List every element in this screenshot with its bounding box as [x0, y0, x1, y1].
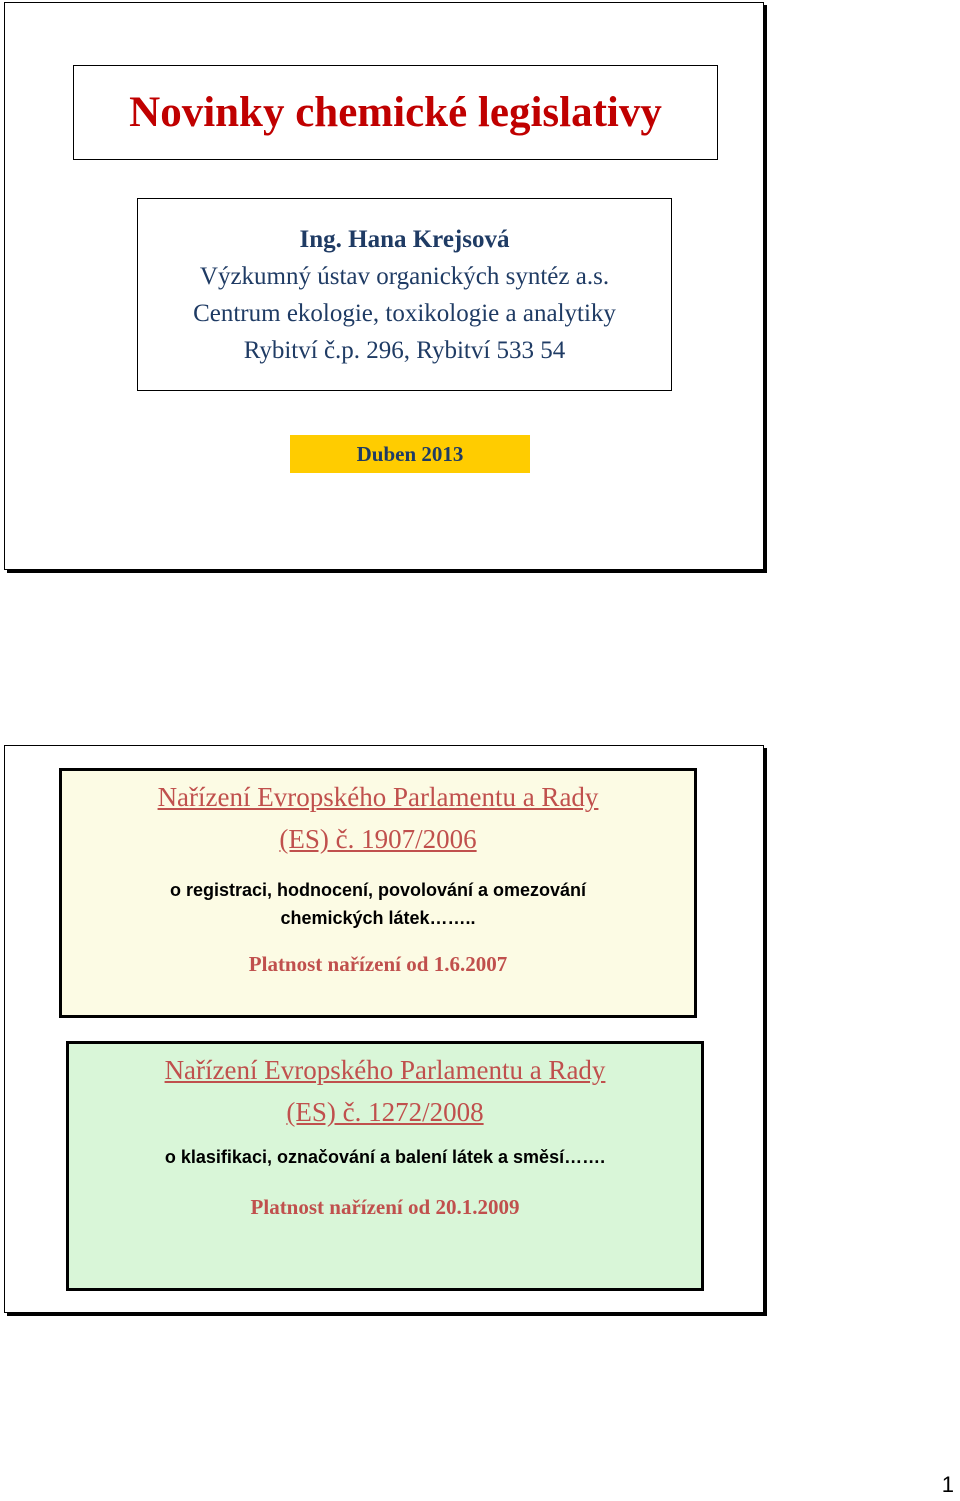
regulation-title-line-2: (ES) č. 1907/2006: [279, 824, 477, 854]
regulation-description-line-1: o klasifikaci, označování a balení látek a směsí…….: [164, 1147, 606, 1167]
slide-2: [4, 745, 764, 1313]
author-name: Ing. Hana Krejsová: [299, 225, 510, 253]
regulation-description: [69, 1143, 701, 1171]
date-badge: Duben 2013: [290, 435, 530, 473]
regulation-box-reach: [59, 768, 697, 1018]
regulation-validity: Platnost nařízení od 1.6.2007: [248, 952, 508, 976]
regulation-title: [69, 1049, 701, 1133]
regulation-validity: Platnost nařízení od 20.1.2009: [250, 1195, 520, 1219]
regulation-title: [62, 776, 694, 860]
author-address: Rybitví č.p. 296, Rybitví 533 54: [243, 336, 566, 364]
author-affiliation-line-2: Centrum ekologie, toxikologie a analytiky: [193, 299, 616, 327]
regulation-title-line-1: Nařízení Evropského Parlamentu a Rady: [157, 782, 599, 812]
slide-1: [4, 2, 764, 570]
regulation-box-clp: [66, 1041, 704, 1291]
regulation-description-line-2: chemických látek……..: [280, 908, 476, 928]
regulation-title-line-1: Nařízení Evropského Parlamentu a Rady: [164, 1055, 606, 1085]
regulation-title-line-2: (ES) č. 1272/2008: [286, 1097, 484, 1127]
author-box: [137, 198, 672, 391]
regulation-description: [62, 876, 694, 932]
regulation-description-line-1: o registraci, hodnocení, povolování a omezování: [169, 880, 587, 900]
author-affiliation-line-1: Výzkumný ústav organických syntéz a.s.: [199, 262, 610, 290]
presentation-title: Novinky chemické legislativy: [129, 89, 662, 136]
page-number: 1: [941, 1472, 954, 1497]
title-box: [73, 65, 718, 160]
